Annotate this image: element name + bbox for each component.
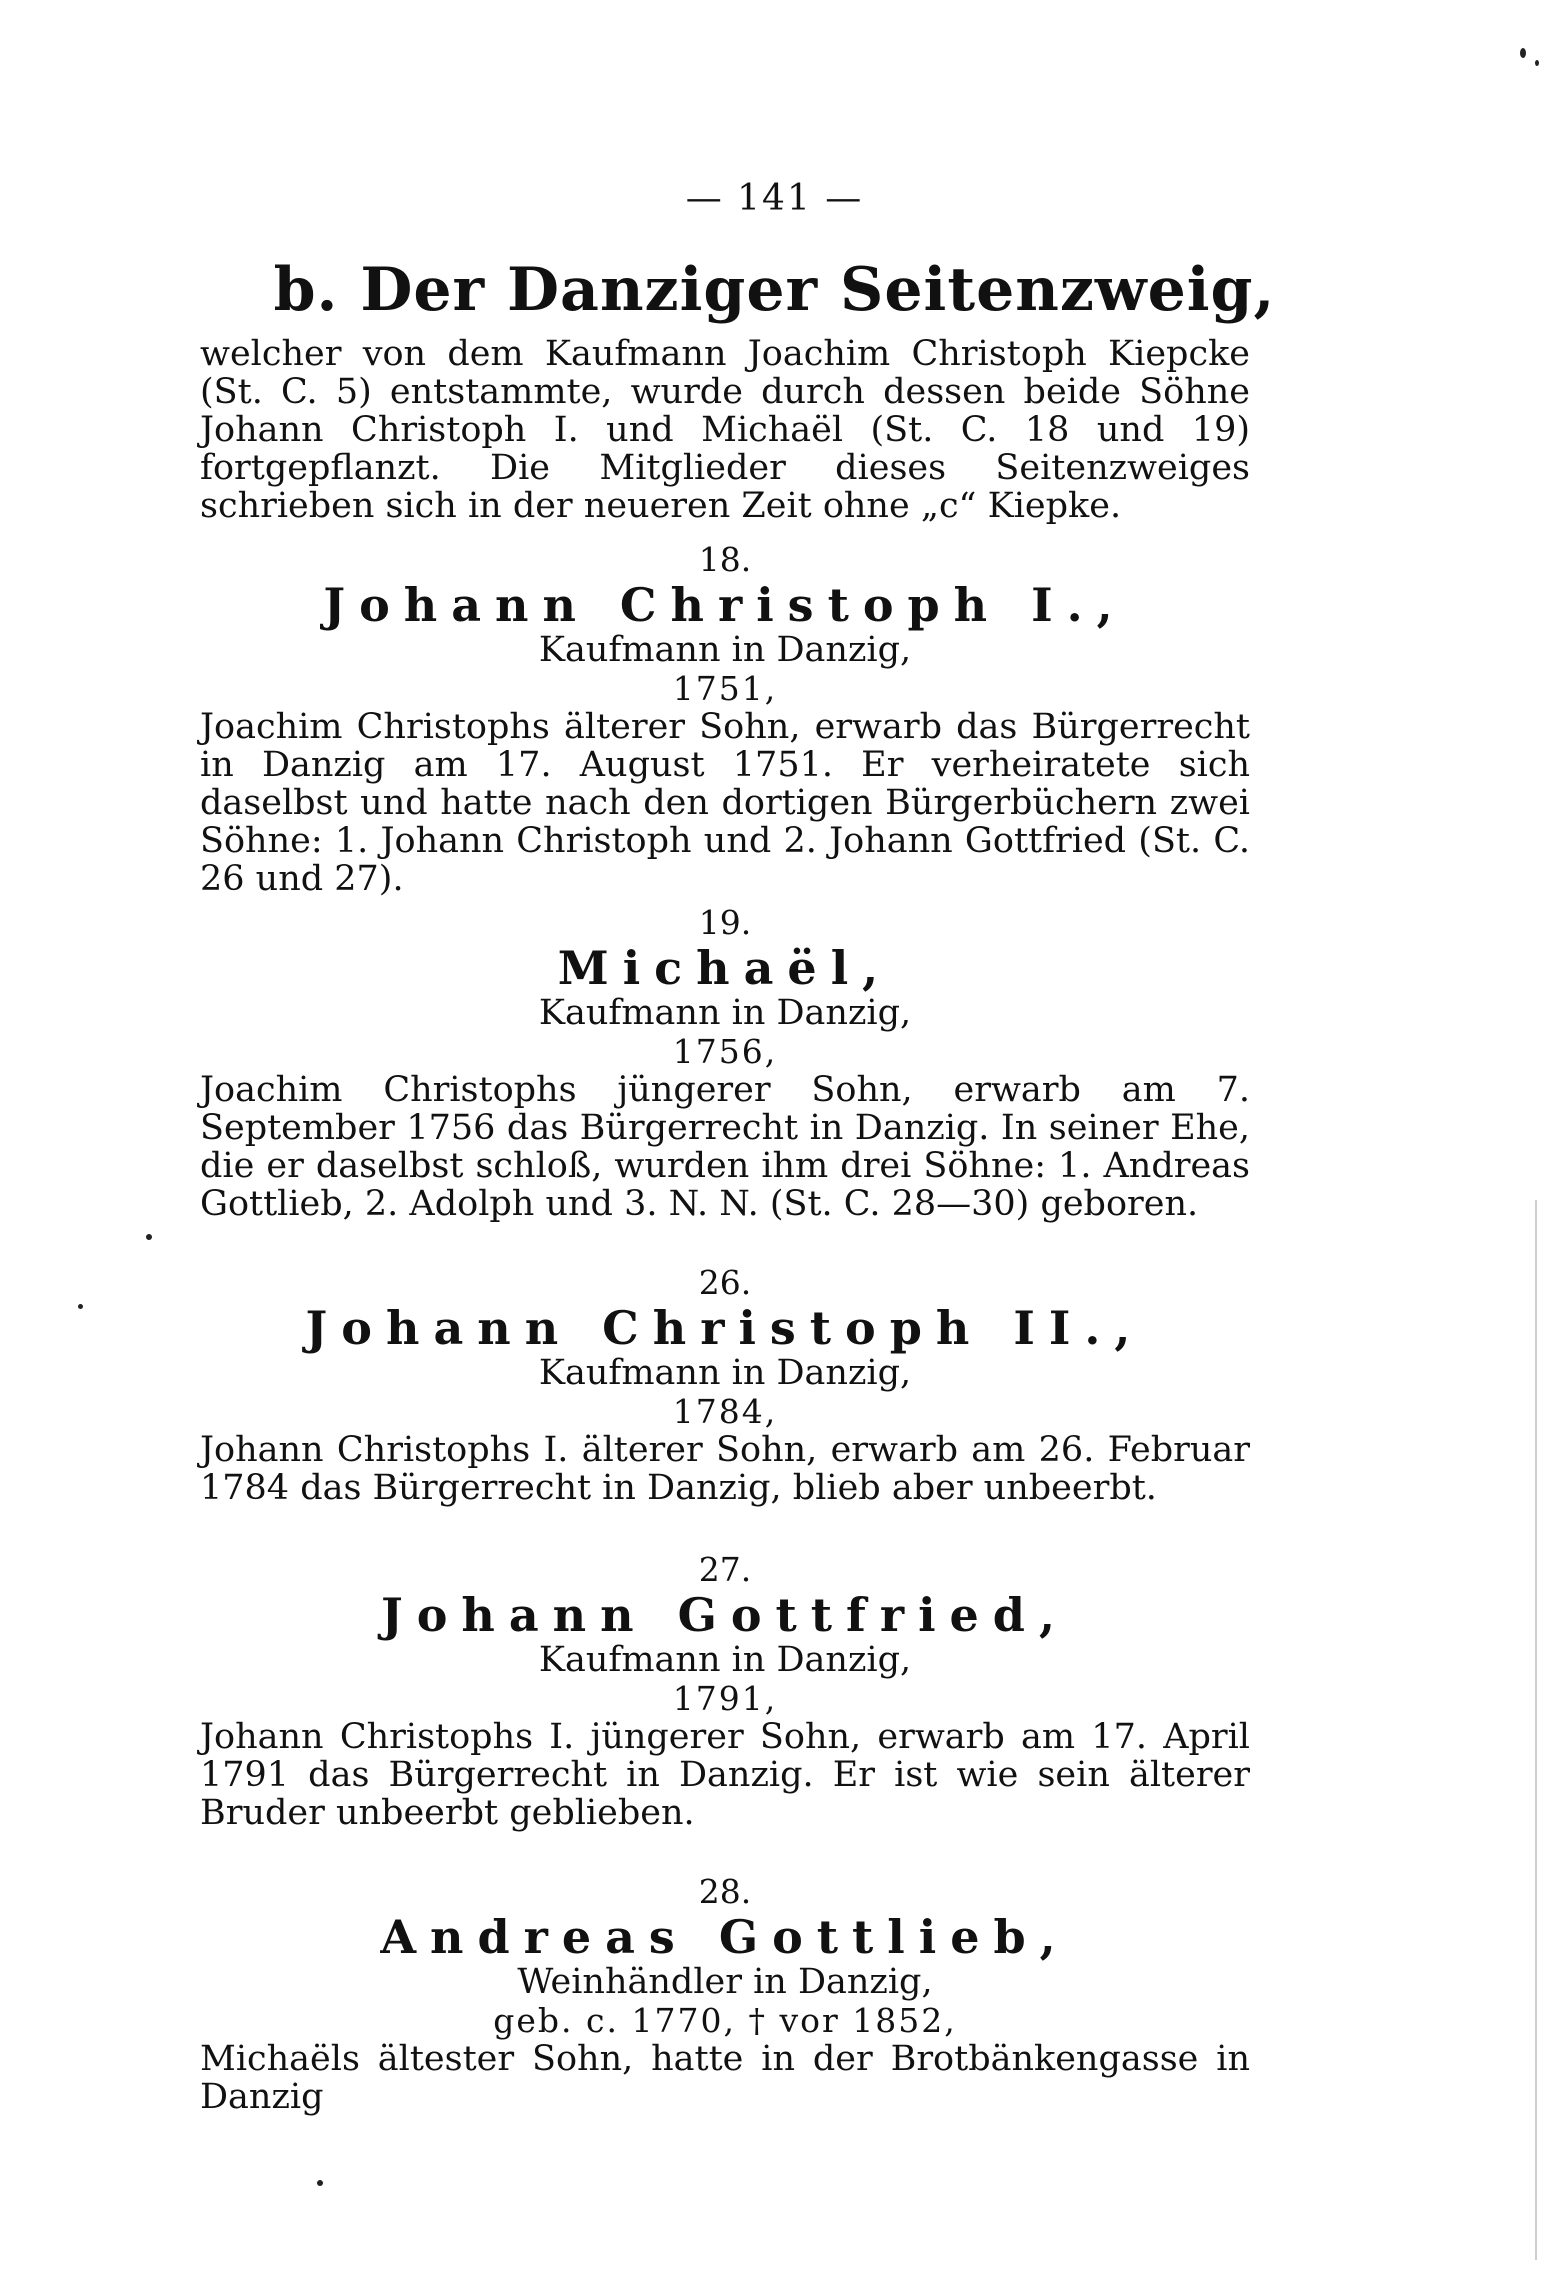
entry-number: 19. [698,903,752,942]
entry-dates: 1784, [672,1392,778,1431]
section-heading: b. Der Danziger Seitenzweig, [273,255,1276,325]
intro-block [200,335,1250,525]
entry-role: Kaufmann in Danzig, [538,1640,912,1680]
entry-text: Joachim Christophs älterer Sohn, erwarb das Bürgerrecht in Danzig am 17. August 1751. Er verheiratete sich daselbst und hatte nach den dortigen Bürgerbüchern zwei Söhne: 1. Johann Christoph und 2. Johann Gottfried (St. C. 26 und 27). [200,707,1250,899]
entry-role: Kaufmann in Danzig, [538,1353,912,1393]
entry-name: Andreas Gottlieb, [380,1910,1070,1964]
entry-name: Johann Gottfried, [380,1588,1069,1642]
scan-speck [78,1304,83,1309]
entry-text: Joachim Christophs jüngerer Sohn, erwarb am 7. September 1756 das Bürgerrecht in Danzig. In seiner Ehe, die er daselbst schloß, wurden ihm drei Söhne: 1. Andreas Gottlieb, 2. Adolph und 3. N. N. (St. C. 28—30) geboren. [200,1070,1250,1224]
entry-role: Weinhändler in Danzig, [517,1962,933,2002]
scan-speck [317,2180,323,2186]
entry-number: 28. [698,1872,752,1911]
scan-speck [1520,48,1526,58]
entry-26 [200,1263,1250,1507]
scan-edge-line [1535,1200,1537,2260]
entry-18 [200,540,1250,898]
entry-role: Kaufmann in Danzig, [538,993,912,1033]
entry-text: Johann Christophs I. jüngerer Sohn, erwarb am 17. April 1791 das Bürgerrecht in Danzig. Er ist wie sein älterer Bruder unbeerbt geblieben. [200,1717,1250,1833]
scan-speck [1535,60,1539,66]
entry-name: Johann Christoph I., [323,578,1127,632]
entry-name: Johann Christoph II., [305,1301,1145,1355]
entry-role: Kaufmann in Danzig, [538,630,912,670]
entry-28 [200,1872,1250,2116]
entry-27 [200,1550,1250,1832]
entry-number: 18. [698,540,752,579]
entry-dates: 1751, [672,669,778,708]
entry-dates: geb. c. 1770, † vor 1852, [493,2001,957,2040]
entry-dates: 1791, [672,1679,778,1718]
entry-number: 26. [698,1263,752,1302]
entry-text: Johann Christophs I. älterer Sohn, erwarb am 26. Februar 1784 das Bürgerrecht in Danzig, blieb aber unbeerbt. [200,1430,1250,1508]
page-number: — 141 — [685,178,864,219]
scan-speck [146,1234,152,1240]
intro-paragraph: welcher von dem Kaufmann Joachim Christoph Kiepcke (St. C. 5) entstammte, wurde durch dessen beide Söhne Johann Christoph I. und Michaël (St. C. 18 und 19) fortgepflanzt. Die Mitglieder dieses Seitenzweiges schrieben sich in der neueren Zeit ohne „c“ Kiepke. [200,334,1250,526]
entry-dates: 1756, [672,1032,778,1071]
entry-text: Michaëls ältester Sohn, hatte in der Brotbänkengasse in Danzig [200,2039,1250,2117]
entry-19 [200,903,1250,1223]
entry-name: Michaël, [557,941,893,995]
entry-number: 27. [698,1550,752,1589]
